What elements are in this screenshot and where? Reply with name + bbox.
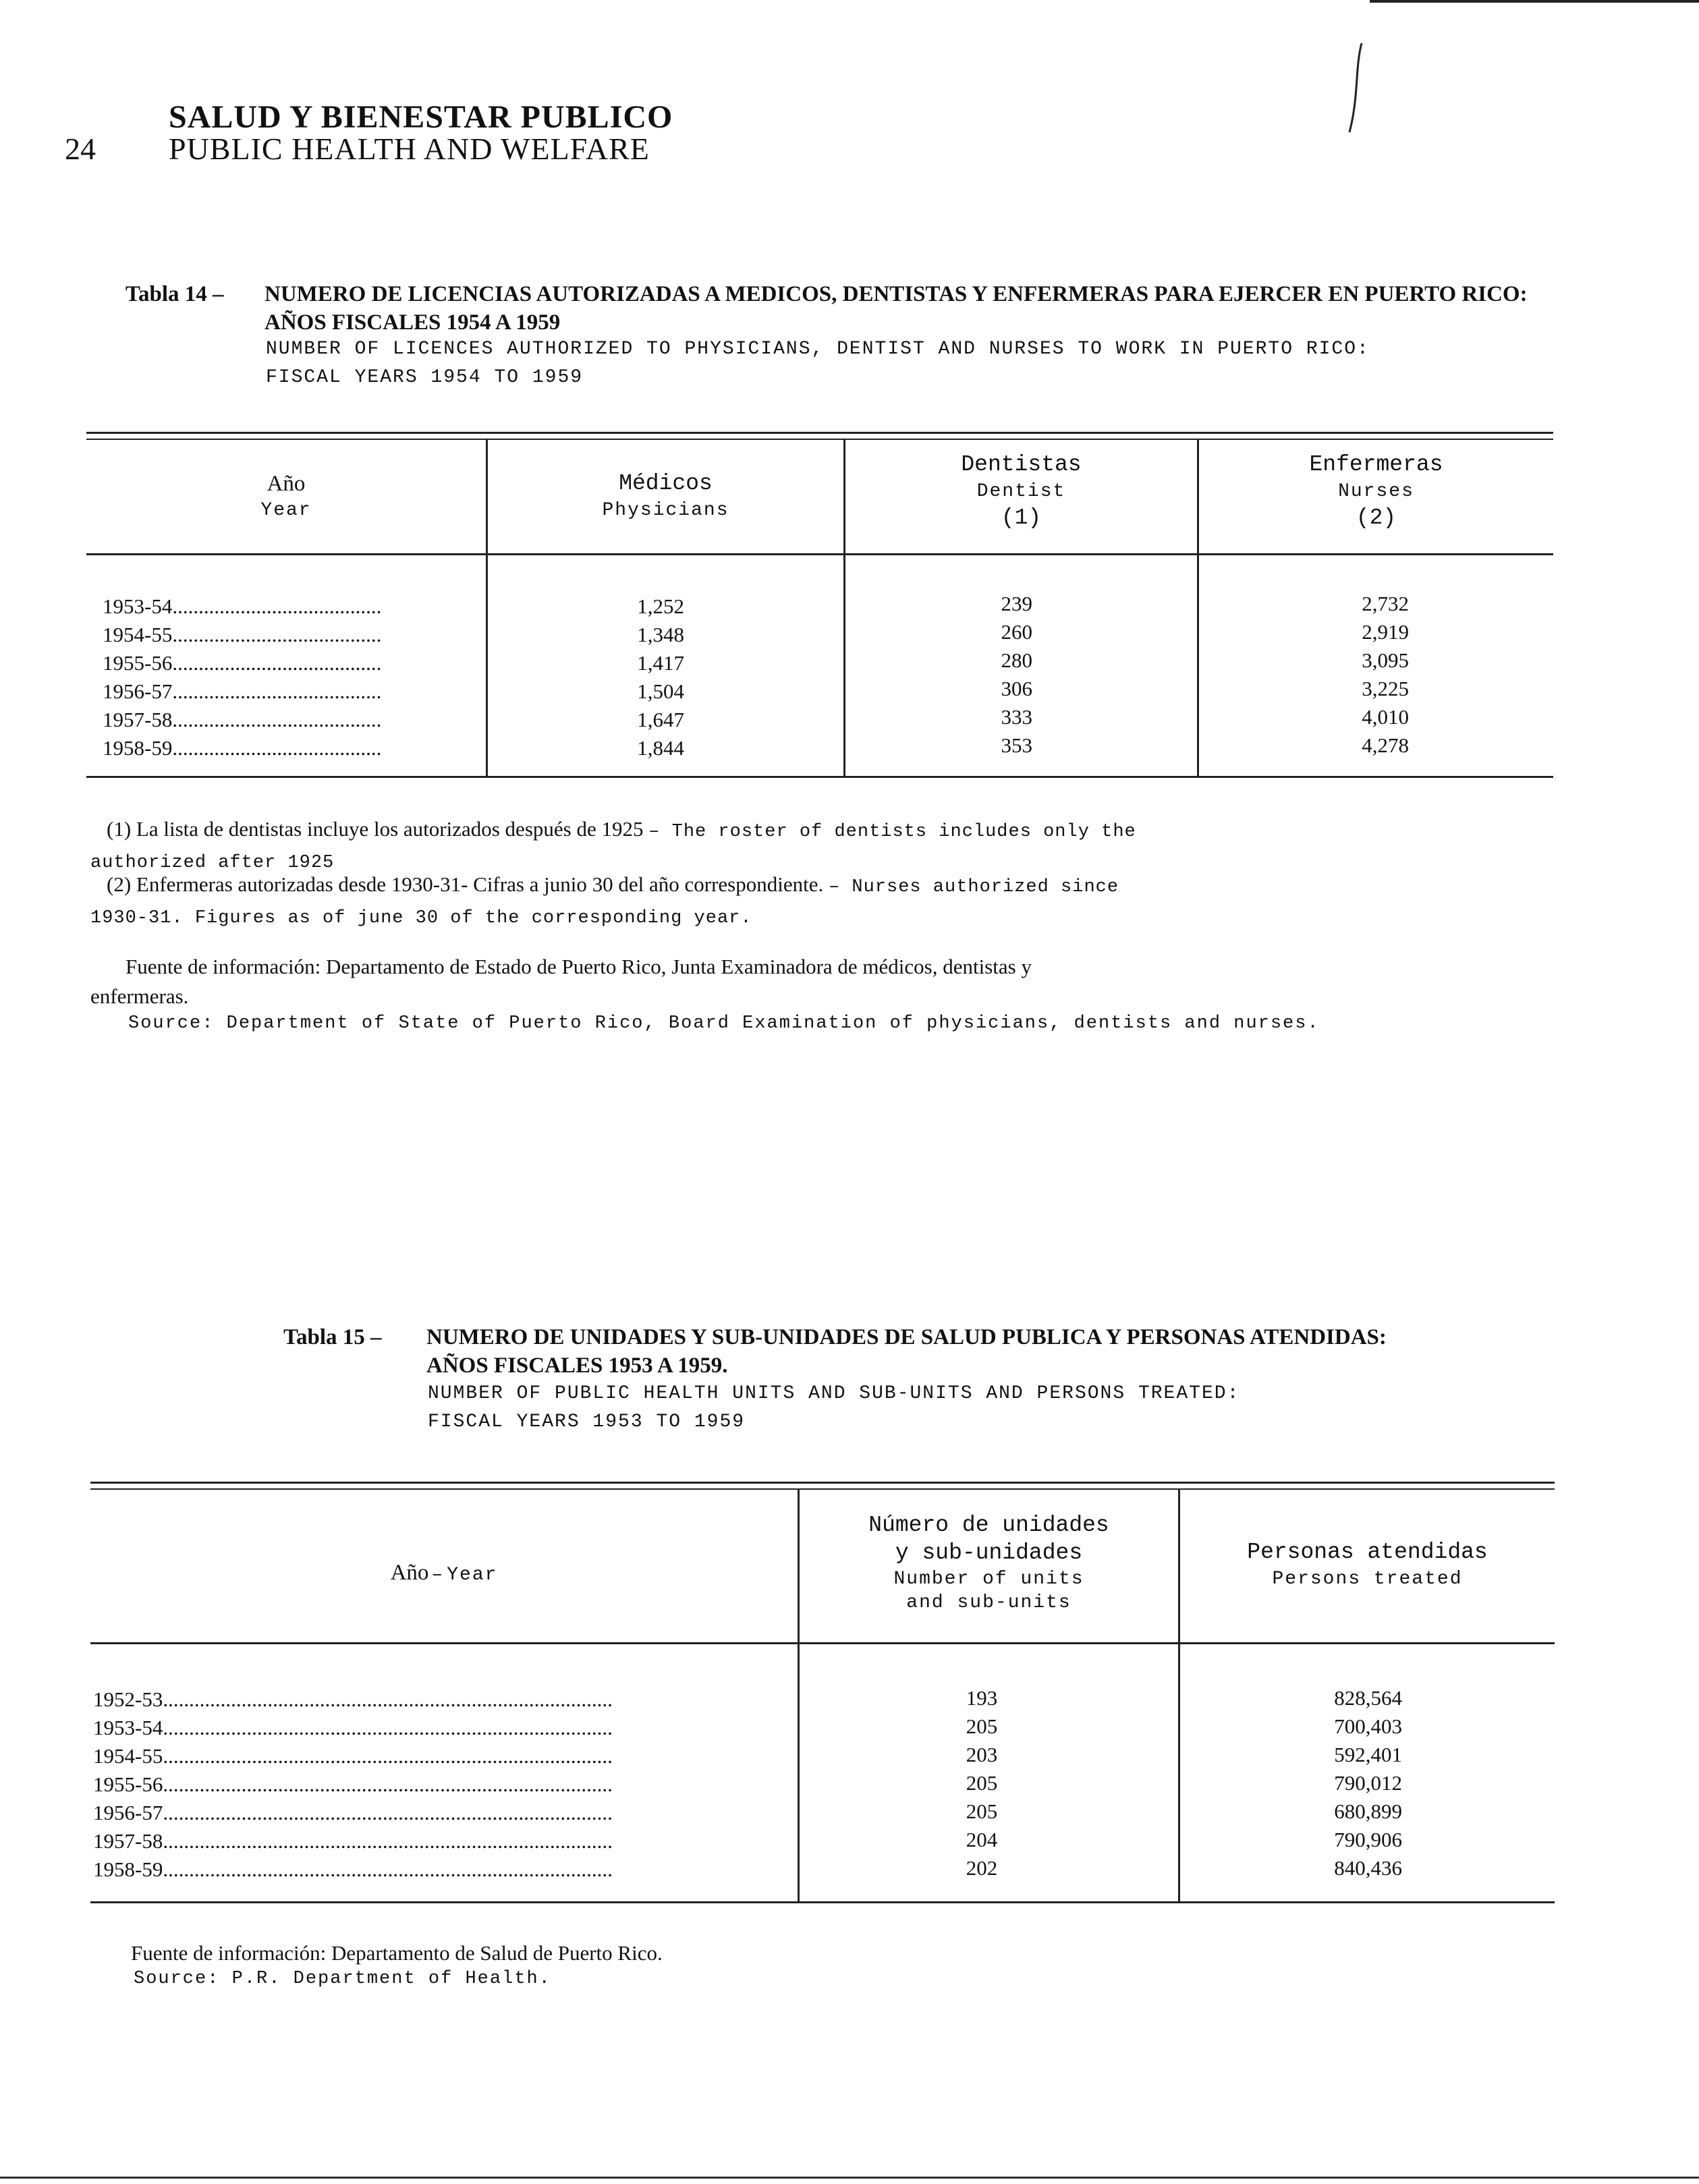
header-units-en-2: and sub-units bbox=[906, 1592, 1071, 1613]
table15-top-rule-double bbox=[90, 1488, 1555, 1490]
cell-persons: 700,403 bbox=[1334, 1714, 1402, 1738]
table-row: 1952-53...................................................................................... bbox=[93, 1687, 613, 1711]
table14-top-rule bbox=[86, 432, 1553, 434]
table15-header-persons bbox=[1180, 1538, 1555, 1592]
pen-mark-icon bbox=[1348, 42, 1364, 134]
header-units-en-1: Number of units bbox=[893, 1568, 1084, 1590]
header-dentistas-es: Dentistas bbox=[961, 452, 1082, 477]
table15-top-rule bbox=[90, 1482, 1555, 1484]
table15-title-en-line2: FISCAL YEARS 1953 TO 1959 bbox=[428, 1411, 746, 1432]
cell-dentistas: 306 bbox=[1001, 677, 1032, 700]
table15-source-es: Fuente de información: Departamento de Salud de Puerto Rico. bbox=[131, 1941, 663, 1965]
cell-dentistas: 280 bbox=[1001, 648, 1032, 672]
table14-dentistas-column bbox=[972, 590, 1032, 760]
table15-title-es-line1: NUMERO DE UNIDADES Y SUB-UNIDADES DE SALUD PUBLICA Y PERSONAS ATENDIDAS: bbox=[426, 1325, 1387, 1349]
table-row: 1954-55...................................................................................... bbox=[93, 1744, 613, 1768]
cell-persons: 790,012 bbox=[1334, 1771, 1402, 1795]
scan-bottom-edge bbox=[0, 2177, 1699, 2179]
table14-header-dentistas bbox=[845, 451, 1197, 533]
cell-persons: 828,564 bbox=[1334, 1686, 1402, 1710]
running-header-english: PUBLIC HEALTH AND WELFARE bbox=[169, 132, 650, 166]
header-persons-en: Persons treated bbox=[1272, 1568, 1463, 1590]
table-row: 1957-58...................................................................................... bbox=[93, 1829, 613, 1853]
table14-header-year bbox=[86, 470, 486, 523]
note2-en-cont: 1930-31. Figures as of june 30 of the corresponding year. bbox=[90, 908, 752, 928]
cell-persons: 592,401 bbox=[1334, 1743, 1402, 1766]
table-row: 1957-58........................................ bbox=[103, 708, 382, 731]
cell-persons: 790,906 bbox=[1334, 1828, 1402, 1851]
table15-source-en: Source: P.R. Department of Health. bbox=[134, 1969, 551, 1989]
header-dentistas-en: Dentist bbox=[976, 480, 1066, 502]
cell-units: 193 bbox=[966, 1686, 998, 1710]
header-enfermeras-es: Enfermeras bbox=[1309, 452, 1443, 477]
table14-header-enfermeras bbox=[1199, 451, 1553, 533]
table15-year-column bbox=[93, 1685, 762, 1884]
header-year-sep: – bbox=[431, 1565, 445, 1586]
cell-medicos: 1,844 bbox=[637, 736, 684, 760]
note1-en: – The roster of dentists includes only the bbox=[648, 822, 1136, 842]
table15-header-units bbox=[800, 1511, 1178, 1615]
table14-medicos-column bbox=[594, 592, 684, 762]
cell-dentistas: 260 bbox=[1001, 620, 1032, 644]
header-enfermeras-note: (2) bbox=[1356, 505, 1397, 531]
cell-enfermeras: 2,919 bbox=[1362, 620, 1409, 644]
header-year-en: Year bbox=[447, 1565, 498, 1586]
cell-dentistas: 239 bbox=[1001, 592, 1032, 615]
cell-dentistas: 353 bbox=[1001, 733, 1032, 757]
cell-units: 204 bbox=[966, 1828, 998, 1851]
table14-source-es-cont: enfermeras. bbox=[90, 984, 189, 1008]
table14-note2-cont bbox=[90, 901, 752, 932]
note1-es: (1) La lista de dentistas incluye los autorizados después de 1925 bbox=[107, 817, 644, 841]
header-year-es: Año bbox=[390, 1561, 429, 1585]
table14-enfermeras-column bbox=[1322, 590, 1409, 760]
cell-medicos: 1,647 bbox=[637, 708, 684, 731]
table-row: 1953-54...................................................................................... bbox=[93, 1716, 613, 1739]
cell-units: 205 bbox=[966, 1714, 998, 1738]
note2-en: – Nurses authorized since bbox=[828, 877, 1119, 897]
table14-label: Tabla 14 – bbox=[126, 282, 224, 306]
table-row: 1958-59........................................ bbox=[103, 736, 382, 760]
table14-title-es-line2: AÑOS FISCALES 1954 A 1959 bbox=[264, 310, 561, 335]
table15-title-en-line1: NUMBER OF PUBLIC HEALTH UNITS AND SUB-UNITS AND PERSONS TREATED: bbox=[428, 1383, 1240, 1404]
cell-enfermeras: 3,095 bbox=[1362, 648, 1409, 672]
header-year-es: Año bbox=[267, 472, 306, 496]
header-medicos-en: Physicians bbox=[602, 499, 729, 521]
header-units-es-2: y sub-unidades bbox=[895, 1540, 1083, 1566]
scan-edge-line bbox=[1370, 0, 1699, 3]
table14-header-medicos bbox=[488, 470, 843, 523]
table15-title-es-line2: AÑOS FISCALES 1953 A 1959. bbox=[426, 1353, 728, 1378]
cell-units: 205 bbox=[966, 1799, 998, 1823]
table14-source-en: Source: Department of State of Puerto Rico, Board Examination of physicians, dentists and nurses. bbox=[128, 1013, 1320, 1034]
cell-medicos: 1,417 bbox=[637, 651, 684, 675]
table-row: 1954-55........................................ bbox=[103, 623, 382, 646]
table-row: 1958-59...................................................................................... bbox=[93, 1857, 613, 1881]
running-header-spanish: SALUD Y BIENESTAR PUBLICO bbox=[169, 99, 673, 135]
cell-persons: 680,899 bbox=[1334, 1799, 1402, 1823]
table-row: 1956-57........................................ bbox=[103, 679, 382, 703]
cell-enfermeras: 4,010 bbox=[1362, 705, 1409, 729]
header-medicos-es: Médicos bbox=[619, 471, 713, 496]
cell-persons: 840,436 bbox=[1334, 1856, 1402, 1880]
cell-medicos: 1,348 bbox=[637, 623, 684, 646]
header-enfermeras-en: Nurses bbox=[1338, 480, 1414, 502]
cell-enfermeras: 3,225 bbox=[1362, 677, 1409, 700]
table-row: 1956-57...................................................................................... bbox=[93, 1801, 613, 1824]
cell-units: 202 bbox=[966, 1856, 998, 1880]
table14-title-en-line1: NUMBER OF LICENCES AUTHORIZED TO PHYSICIANS, DENTIST AND NURSES TO WORK IN PUERTO RICO: bbox=[266, 339, 1370, 360]
header-dentistas-note: (1) bbox=[1001, 505, 1042, 531]
table14-title-es-line1: NUMERO DE LICENCIAS AUTORIZADAS A MEDICOS, DENTISTAS Y ENFERMERAS PARA EJERCER EN PUERTO RICO: bbox=[264, 282, 1528, 306]
table14-source-es: Fuente de información: Departamento de Estado de Puerto Rico, Junta Examinadora de médicos, dentistas y bbox=[126, 955, 1032, 978]
table14-note1 bbox=[107, 815, 1564, 846]
cell-enfermeras: 4,278 bbox=[1362, 733, 1409, 757]
table14-title-en-line2: FISCAL YEARS 1954 TO 1959 bbox=[266, 367, 584, 388]
table-row: 1955-56...................................................................................... bbox=[93, 1772, 613, 1796]
table15-header-rule bbox=[90, 1642, 1555, 1644]
table15-bottom-rule bbox=[90, 1901, 1555, 1903]
table15-units-column bbox=[945, 1684, 1019, 1882]
table-row: 1955-56........................................ bbox=[103, 651, 382, 675]
table-row: 1953-54........................................ bbox=[103, 594, 382, 618]
cell-units: 205 bbox=[966, 1771, 998, 1795]
note2-es: (2) Enfermeras autorizadas desde 1930-31- Cifras a junio 30 del año correspondiente. bbox=[107, 872, 824, 896]
cell-enfermeras: 2,732 bbox=[1362, 592, 1409, 615]
table14-header-rule bbox=[86, 553, 1553, 555]
table14-top-rule-double bbox=[86, 439, 1553, 440]
table14-year-column bbox=[103, 592, 462, 762]
table14-title bbox=[126, 282, 224, 307]
cell-units: 203 bbox=[966, 1743, 998, 1766]
table15-header-year bbox=[90, 1559, 798, 1588]
table15-label: Tabla 15 – bbox=[283, 1325, 382, 1349]
table14-note2 bbox=[107, 870, 1564, 901]
cell-dentistas: 333 bbox=[1001, 705, 1032, 729]
header-units-es-1: Número de unidades bbox=[868, 1513, 1109, 1538]
cell-medicos: 1,252 bbox=[637, 594, 684, 618]
table14-bottom-rule bbox=[86, 776, 1553, 778]
table15-persons-column bbox=[1289, 1684, 1402, 1882]
cell-medicos: 1,504 bbox=[637, 679, 684, 703]
page-number: 24 bbox=[65, 132, 96, 166]
header-year-en: Year bbox=[260, 499, 312, 521]
header-persons-es: Personas atendidas bbox=[1247, 1540, 1488, 1565]
note1-en-cont: authorized after 1925 bbox=[90, 853, 335, 873]
